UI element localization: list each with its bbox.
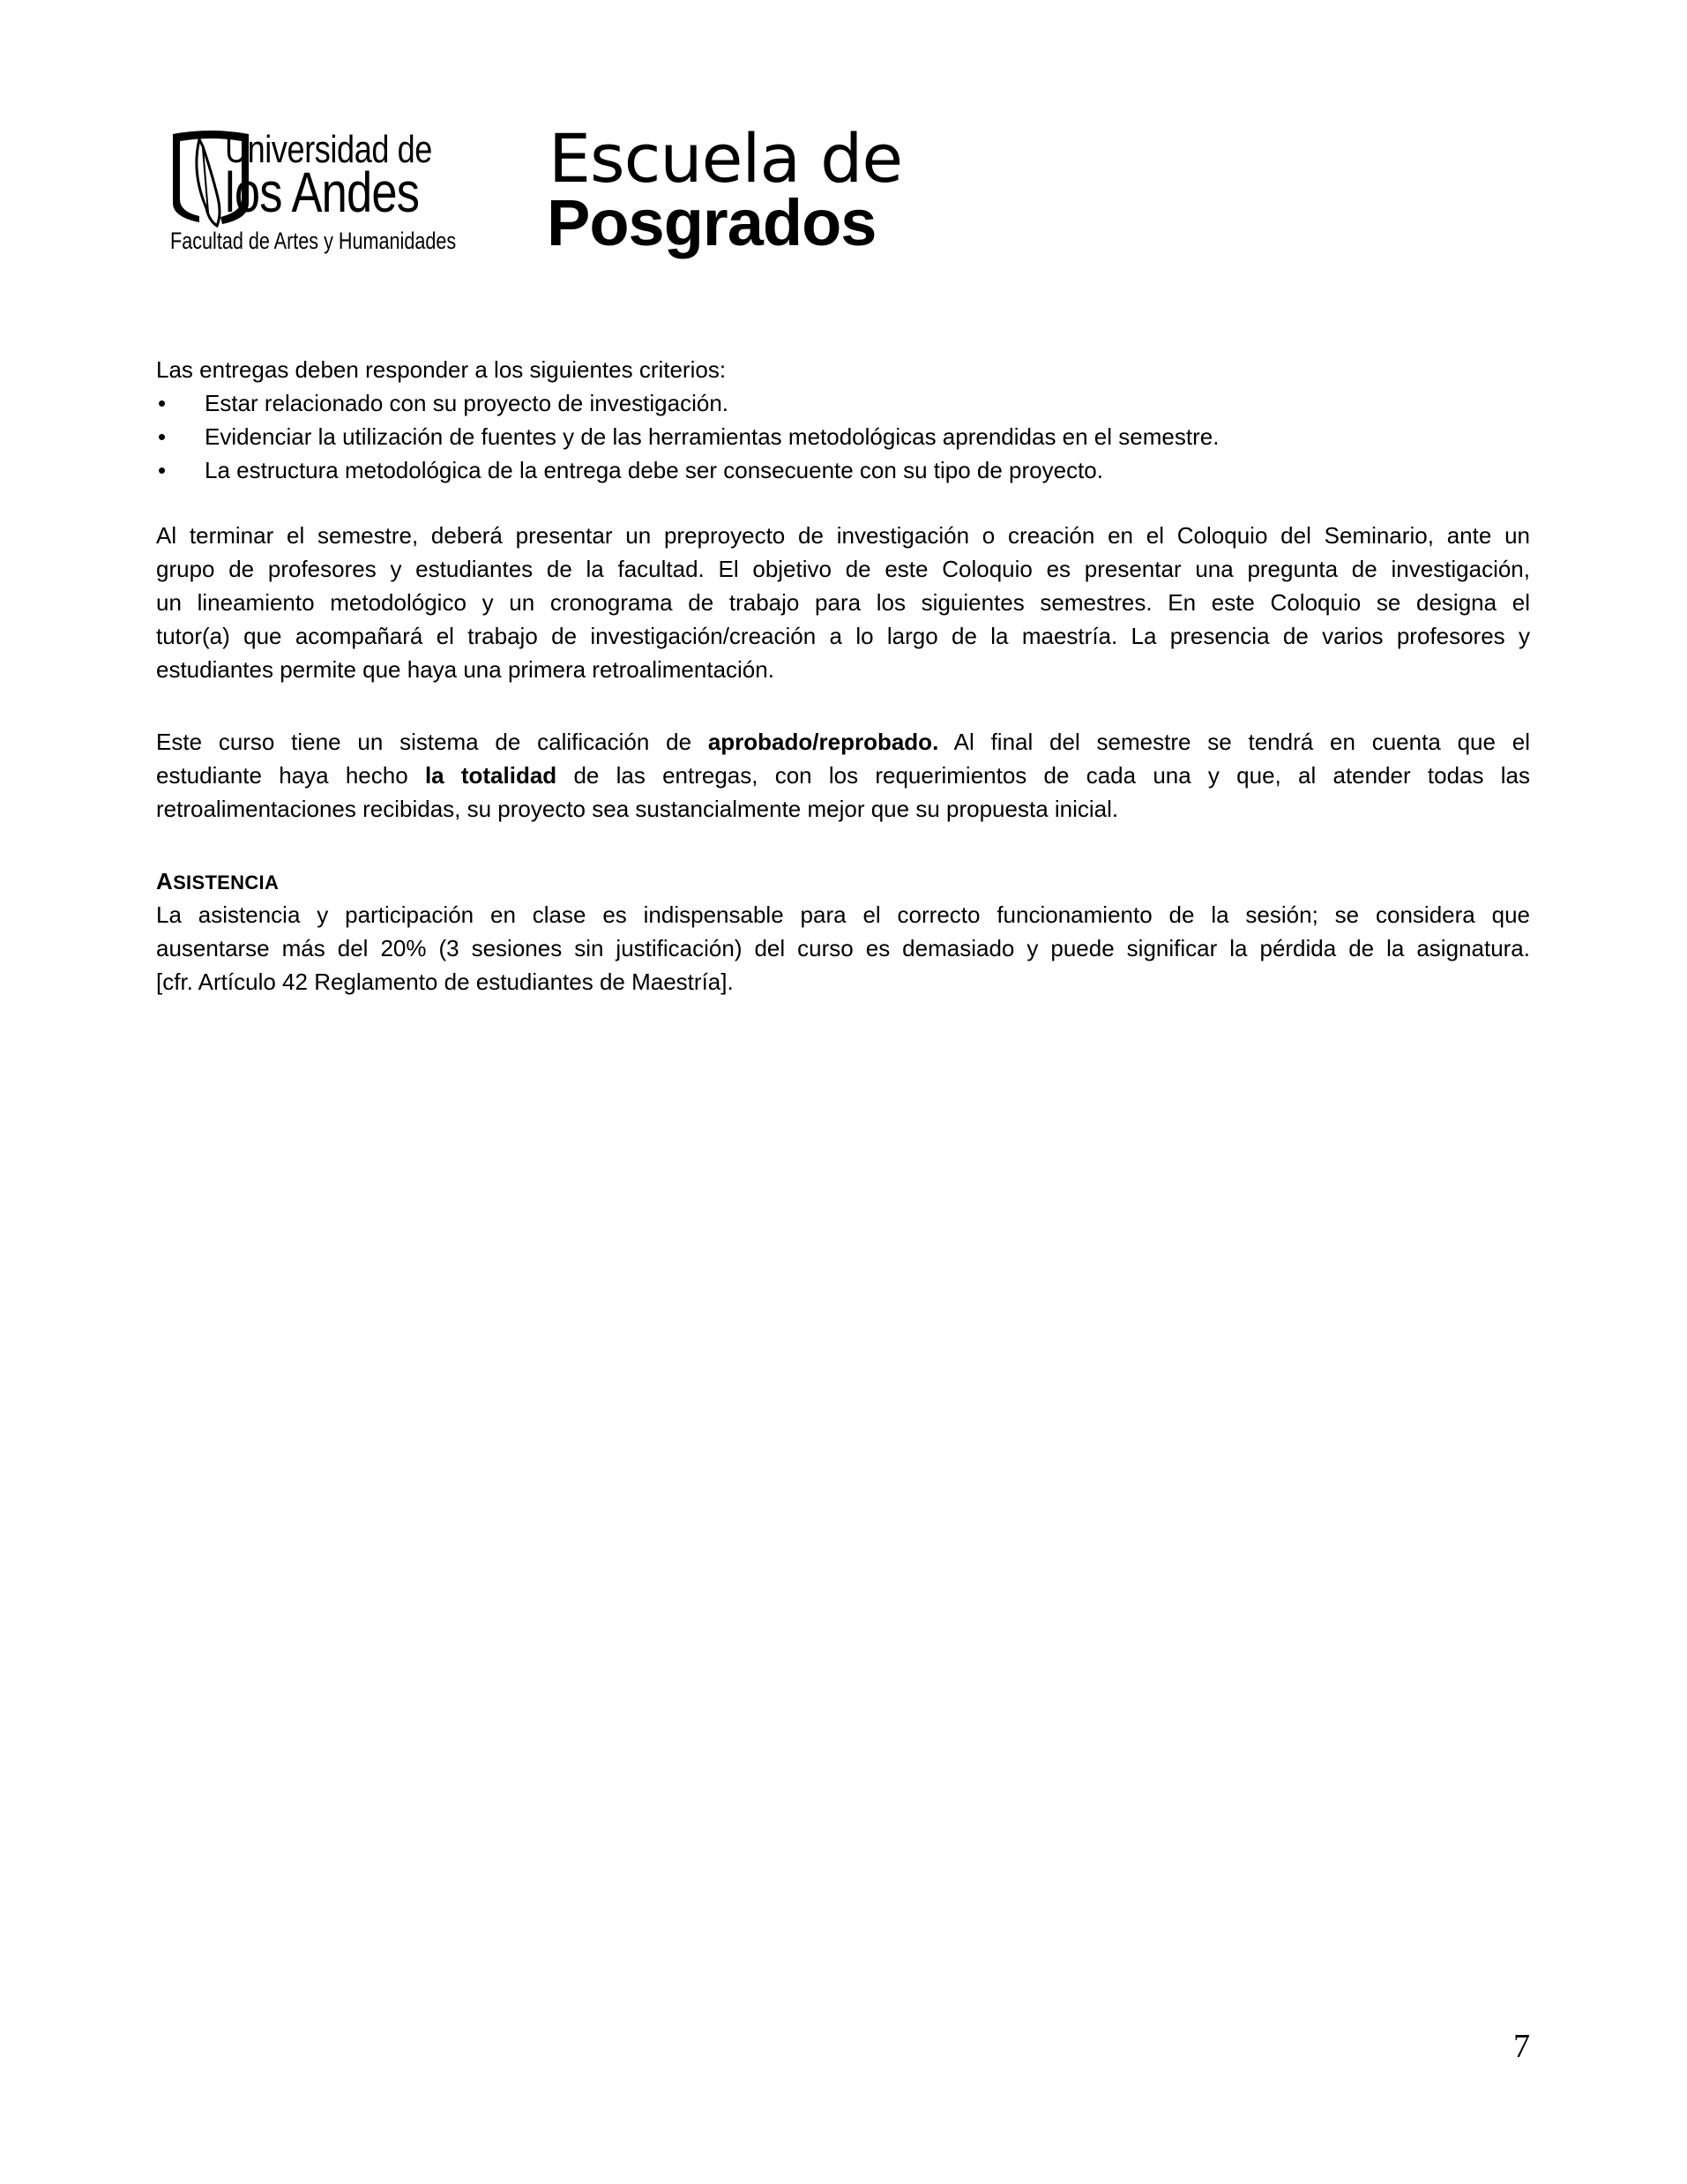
grading-paragraph [156, 725, 1530, 826]
paragraph-line: estudiantes permite que haya una primera retroalimentación. [156, 656, 774, 683]
university-name-line2: los Andes [225, 161, 420, 224]
criteria-section [156, 353, 1530, 487]
list-item-text: Evidenciar la utilización de fuentes y de las herramientas metodológicas aprendidas en el semestre. [205, 423, 1220, 450]
page-number: 7 [1513, 2028, 1530, 2065]
text-run: estudiante haya hecho [156, 762, 408, 789]
heading-initial: A [156, 868, 174, 894]
school-name-line2: Posgrados [547, 186, 877, 259]
heading-rest: SISTENCIA [173, 871, 280, 894]
totality-bold: la totalidad [424, 762, 557, 789]
paragraph-line: retroalimentaciones recibidas, su proyecto sea sustancialmente mejor que su propuesta inicial. [156, 796, 1119, 822]
paragraph-line: grupo de profesores y estudiantes de la facultad. El objetivo de este Coloquio es presentar una pregunta de investigación, [156, 556, 1530, 582]
attendance-section [156, 864, 1530, 999]
paragraph-line: ausentarse más del 20% (3 sesiones sin justificación) del curso es demasiado y puede significar la pérdida de la asignatura. [156, 935, 1530, 961]
paragraph-line: un lineamiento metodológico y un cronograma de trabajo para los siguientes semestres. En este Coloquio se designa el [156, 589, 1530, 616]
text-run: de las entregas, con los requerimientos de cada una y que, al atender todas las [573, 762, 1530, 789]
university-name-line1: Universidad de [225, 128, 432, 171]
school-name-line1: Escuela de [549, 119, 903, 198]
text-run: Al final del semestre se tendrá en cuenta que el [953, 729, 1530, 755]
bullet-icon: • [158, 457, 167, 483]
grading-system-bold: aprobado/reprobado. [707, 729, 939, 755]
paragraph-line [156, 759, 1530, 792]
list-item [156, 386, 1530, 420]
paragraph-line: Al terminar el semestre, deberá presentar un preproyecto de investigación o creación en el Coloquio del Seminario, ante un [156, 522, 1530, 549]
bullet-icon: • [158, 390, 167, 416]
paragraph-line: tutor(a) que acompañará el trabajo de investigación/creación a lo largo de la maestría. La presencia de varios profesores y [156, 623, 1530, 649]
faculty-name: Facultad de Artes y Humanidades [170, 228, 457, 254]
list-item [156, 453, 1530, 487]
criteria-intro: Las entregas deben responder a los siguientes criterios: [156, 356, 727, 383]
attendance-heading [156, 864, 1530, 898]
list-item-text: La estructura metodológica de la entrega debe ser consecuente con su tipo de proyecto. [205, 457, 1103, 483]
bullet-icon: • [158, 423, 167, 450]
list-item [156, 420, 1530, 453]
paragraph-line [156, 725, 1530, 759]
paragraph-line: La asistencia y participación en clase es indispensable para el correcto funcionamiento de la sesión; se considera que [156, 901, 1530, 928]
coloquio-paragraph [156, 519, 1530, 686]
paragraph-line: [cfr. Artículo 42 Reglamento de estudiantes de Maestría]. [156, 969, 734, 995]
text-run: Este curso tiene un sistema de calificación de [156, 729, 692, 755]
list-item-text: Estar relacionado con su proyecto de investigación. [205, 390, 729, 416]
